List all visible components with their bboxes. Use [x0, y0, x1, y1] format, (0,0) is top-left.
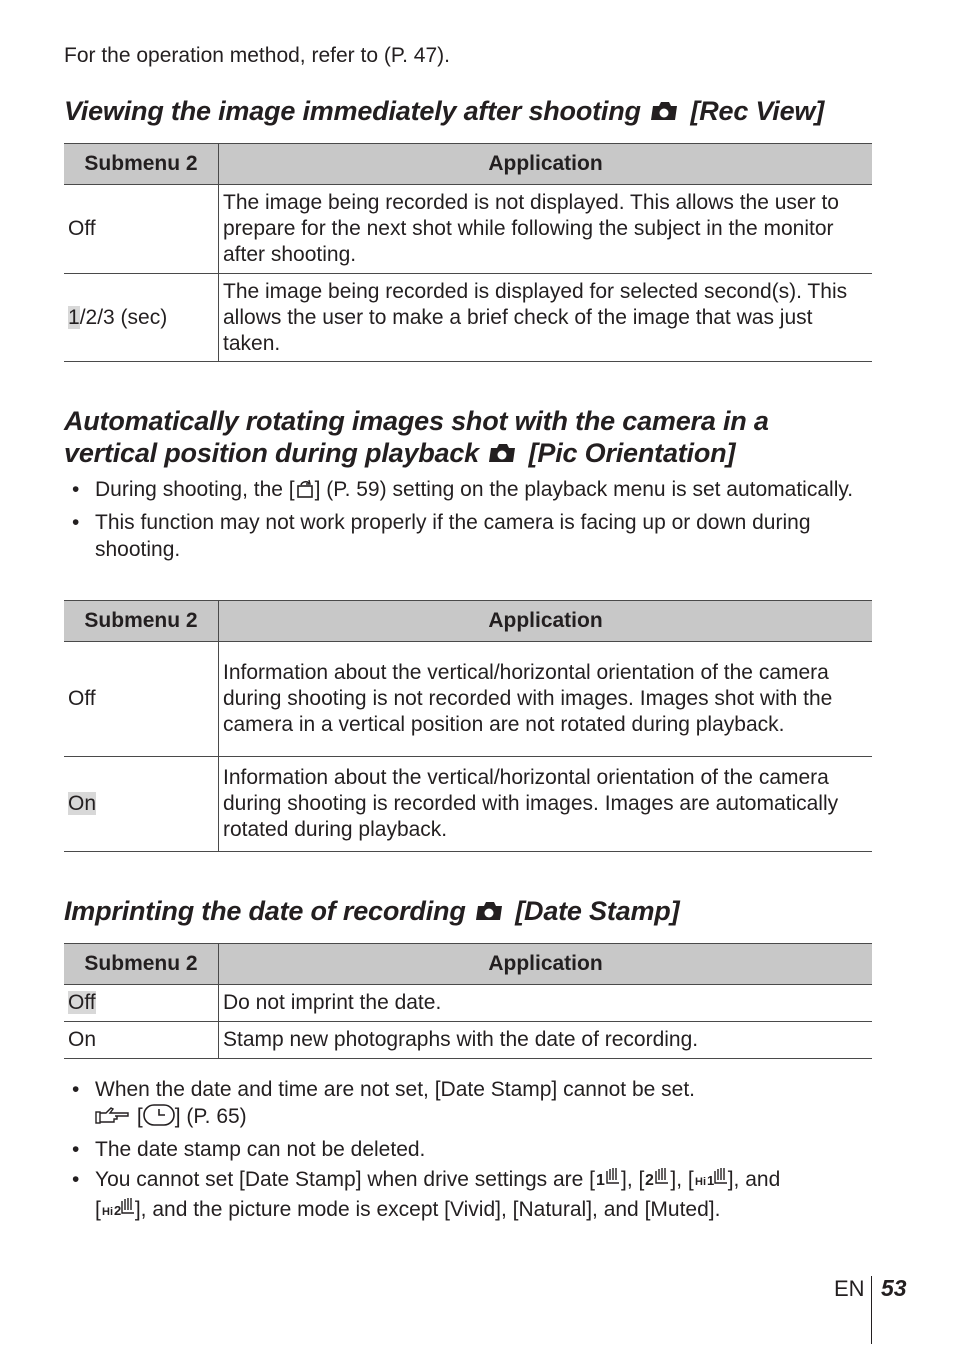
title-line-1: Automatically rotating images shot with the camera in a	[64, 406, 769, 436]
header-application: Application	[219, 144, 873, 185]
pointing-hand-icon	[95, 1106, 131, 1133]
table-header-row	[64, 944, 872, 985]
rec-view-table	[64, 143, 872, 362]
bullet-text: ], and	[727, 1168, 781, 1191]
ref-text: ] (P. 65)	[174, 1105, 247, 1128]
page-number: 53	[881, 1275, 907, 1301]
row-text: The image being recorded is displayed for selected second(s). This allows the user to make a brief check of the image that was just taken.	[219, 274, 873, 362]
title-bracket: [Pic Orientation]	[528, 438, 736, 468]
highlight-mark: Off	[68, 991, 96, 1014]
highlight-mark: On	[68, 792, 97, 815]
row-text: Stamp new photographs with the date of recording.	[219, 1022, 873, 1059]
table-row	[64, 642, 872, 757]
bullet-text: ], [	[670, 1168, 694, 1191]
sequential-2-icon	[644, 1167, 670, 1196]
row-key: Off	[64, 185, 219, 274]
bullet-list-orientation	[64, 476, 872, 566]
section-title-pic-orientation	[64, 405, 769, 469]
bullet-text: ], [	[621, 1168, 645, 1191]
title-bracket: [Rec View]	[690, 96, 824, 126]
rotate-icon	[295, 479, 315, 506]
row-text: The image being recorded is not displayed. This allows the user to prepare for the next shot while following the subject in the monitor after shooting.	[219, 185, 873, 274]
title-bracket: [Date Stamp]	[515, 896, 680, 926]
row-key	[64, 274, 219, 362]
camera-icon	[488, 442, 518, 463]
title-text: Viewing the image immediately after shooting	[64, 96, 641, 126]
camera-icon	[475, 900, 505, 921]
table-row	[64, 985, 872, 1022]
hi-2-icon	[101, 1197, 135, 1226]
row-key: Off	[64, 642, 219, 757]
header-application: Application	[219, 601, 873, 642]
bullet-text: You cannot set [Date Stamp] when drive settings are [	[95, 1168, 596, 1191]
row-key	[64, 985, 219, 1022]
row-key	[64, 757, 219, 852]
svg-text:1: 1	[706, 1173, 714, 1188]
svg-text:1: 1	[596, 1172, 605, 1189]
row-text: Do not imprint the date.	[219, 985, 873, 1022]
camera-icon	[650, 100, 680, 121]
bullet-text: ], and the picture mode is except [Vivid], [Natural], and [Muted].	[134, 1198, 721, 1221]
table-row	[64, 274, 872, 362]
svg-text:2: 2	[113, 1203, 122, 1218]
table-header-row	[64, 144, 872, 185]
table-row	[64, 757, 872, 852]
highlight-mark: 1	[68, 305, 80, 329]
row-key: On	[64, 1022, 219, 1059]
header-application: Application	[219, 944, 873, 985]
table-header-row	[64, 601, 872, 642]
list-item: • This function may not work properly if the camera is facing up or down during shooting.	[64, 509, 872, 563]
intro-text: For the operation method, refer to (P. 47).	[64, 44, 450, 67]
bullet-list-date-stamp	[64, 1076, 872, 1229]
table-row	[64, 185, 872, 274]
svg-text:Hi: Hi	[694, 1176, 706, 1188]
table-row	[64, 1022, 872, 1059]
hi-1-icon	[694, 1167, 728, 1196]
bullet-text: During shooting, the [	[95, 478, 295, 501]
bullet-text: When the date and time are not set, [Date Stamp] cannot be set.	[95, 1078, 696, 1101]
svg-text:Hi: Hi	[101, 1206, 113, 1218]
list-item	[64, 476, 872, 506]
row-key-rest: /2/3 (sec)	[79, 305, 168, 329]
date-stamp-table	[64, 943, 872, 1059]
list-item: • The date stamp can not be deleted.	[64, 1136, 872, 1163]
clock-icon	[143, 1104, 175, 1133]
section-title-rec-view	[64, 95, 824, 127]
list-item	[64, 1166, 872, 1226]
row-text: Information about the vertical/horizontal orientation of the camera during shooting is recorded with images. Images are automatically rotated during playback.	[219, 757, 873, 852]
section-title-date-stamp	[64, 895, 679, 927]
row-text: Information about the vertical/horizontal orientation of the camera during shooting is not recorded with images. Images shot with the camera in a vertical position are not rotated during playback.	[219, 642, 873, 757]
ref-bracket: [	[136, 1105, 143, 1128]
header-submenu: Submenu 2	[64, 601, 219, 642]
footer-divider	[871, 1276, 872, 1344]
footer-language: EN	[834, 1276, 865, 1301]
sequential-1-icon	[595, 1167, 621, 1196]
title-text: Imprinting the date of recording	[64, 896, 466, 926]
bullet-text: ] (P. 59) setting on the playback menu is set automatically.	[314, 478, 854, 501]
list-item	[64, 1076, 872, 1133]
title-text: vertical position during playback	[64, 438, 479, 468]
pic-orientation-table	[64, 600, 872, 852]
header-submenu: Submenu 2	[64, 144, 219, 185]
svg-text:2: 2	[645, 1172, 655, 1189]
header-submenu: Submenu 2	[64, 944, 219, 985]
bullet-text: [	[95, 1198, 101, 1221]
